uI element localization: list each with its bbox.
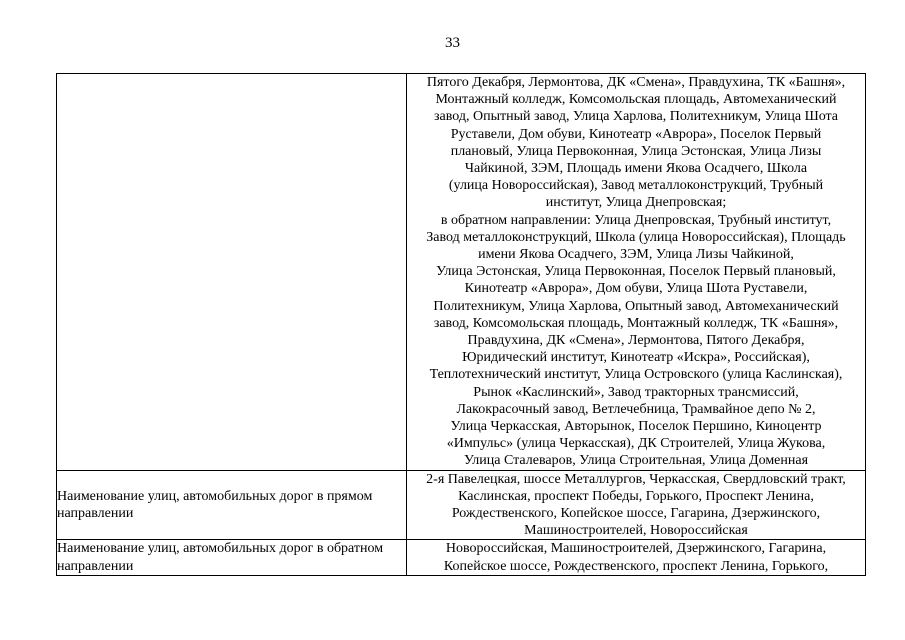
text-line: Монтажный колледж, Комсомольская площадь, Автомеханический	[435, 92, 837, 108]
text-line: Рождественского, Копейское шоссе, Гагарина, Дзержинского,	[451, 506, 821, 522]
text-line: Новороссийская, Машиностроителей, Дзержинского, Гагарина,	[445, 541, 827, 557]
text-line: «Импульс» (улица Черкасская), ДК Строителей, Улица Жукова,	[446, 436, 826, 452]
text-line: Копейское шоссе, Рождественского, проспект Ленина, Горького,	[443, 558, 829, 574]
text-line: Улица Сталеваров, Улица Строительная, Улица Доменная	[463, 453, 809, 469]
table-row	[57, 540, 866, 575]
text-line: в обратном направлении: Улица Днепровская, Трубный институт,	[440, 212, 832, 228]
forward-streets-cell	[407, 470, 866, 540]
text-line: Пятого Декабря, Лермонтова, ДК «Смена», Правдухина, ТК «Башня»,	[426, 75, 846, 90]
routes-table	[56, 73, 866, 576]
text-line: завод, Опытный завод, Улица Харлова, Политехникум, Улица Шота	[433, 109, 839, 125]
text-line: Юридический институт, Кинотеатр «Искра», Российская),	[462, 350, 810, 366]
text-line: институт, Улица Днепровская;	[545, 195, 727, 211]
row-label-cell: Наименование улиц, автомобильных дорог в обратном направлении	[57, 540, 407, 575]
text-line: Улица Эстонская, Улица Первоконная, Поселок Первый плановый,	[436, 264, 836, 280]
text-line: Лакокрасочный завод, Ветлечебница, Трамвайное депо № 2,	[456, 401, 816, 417]
table-row	[57, 74, 866, 471]
table-row	[57, 470, 866, 540]
page-number: 33	[445, 35, 460, 51]
text-line: Руставели, Дом обуви, Кинотеатр «Аврора», Поселок Первый	[450, 126, 822, 142]
text-line: Политехникум, Улица Харлова, Опытный завод, Автомеханический	[433, 298, 839, 314]
text-line: завод, Комсомольская площадь, Монтажный колледж, ТК «Башня»,	[433, 315, 839, 331]
row-label-cell: Наименование улиц, автомобильных дорог в прямом направлении	[57, 470, 407, 540]
reverse-streets-cell	[407, 540, 866, 575]
text-line: Чайкиной, ЗЭМ, Площадь имени Якова Осадчего, Школа	[464, 161, 808, 177]
text-line: имени Якова Осадчего, ЗЭМ, Улица Лизы Чайкиной,	[478, 247, 794, 263]
row-label-cell	[57, 74, 407, 471]
text-line: Правдухина, ДК «Смена», Лермонтова, Пятого Декабря,	[467, 333, 805, 349]
text-line: 2-я Павелецкая, шоссе Металлургов, Черкасская, Свердловский тракт,	[426, 471, 846, 487]
text-line: Машиностроителей, Новороссийская	[524, 523, 748, 539]
text-line: Теплотехнический институт, Улица Островского (улица Каслинская),	[429, 367, 843, 383]
text-line: Завод металлоконструкций, Школа (улица Новороссийская), Площадь	[426, 229, 846, 245]
text-line: Кинотеатр «Аврора», Дом обуви, Улица Шота Руставели,	[464, 281, 808, 297]
text-line: Каслинская, проспект Победы, Горького, Проспект Ленина,	[458, 488, 814, 504]
stops-list-cell	[407, 74, 866, 471]
text-line: (улица Новороссийская), Завод металлоконструкций, Трубный	[448, 178, 824, 194]
text-line: Улица Черкасская, Авторынок, Поселок Першино, Киноцентр	[450, 419, 822, 435]
text-line: плановый, Улица Первоконная, Улица Эстонская, Улица Лизы	[450, 143, 822, 159]
text-line: Рынок «Каслинский», Завод тракторных трансмиссий,	[473, 384, 799, 400]
